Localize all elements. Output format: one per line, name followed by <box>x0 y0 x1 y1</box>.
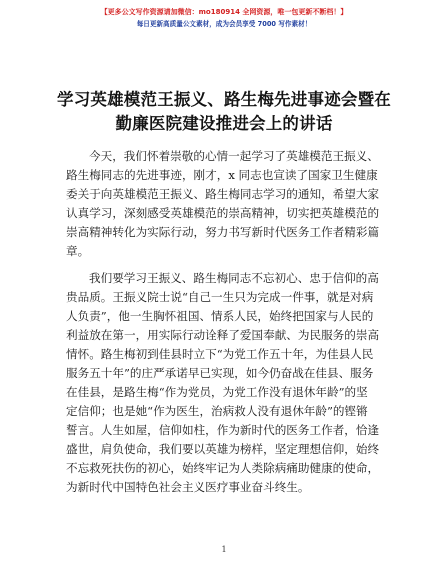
paragraph-line: 在佳县，是路生梅“作为党员，为党工作没有退休年龄”的坚 <box>66 385 368 399</box>
paragraph-line: 不忘救死扶伤的初心，始终牢记为人类除病痛助健康的使命， <box>66 461 380 475</box>
paragraph-line: 章。 <box>66 244 90 258</box>
paragraph-line: 贵品质。王振义院士说“自己一生只为完成一件事，就是对病 <box>66 290 374 304</box>
paragraph-line: 定信仰；也是她“作为医生，治病救人没有退休年龄”的铿锵 <box>66 404 368 418</box>
paragraph-line: 认真学习，深刻感受英雄模范的崇高精神，切实把英雄模范的 <box>66 206 380 220</box>
paragraph-line: 崇高精神转化为实际行动，努力书写新时代医务工作者精彩篇 <box>66 225 380 239</box>
paragraph-line: 路生梅同志的先进事迹，刚才，x 同志也宣读了国家卫生健康 <box>66 168 378 182</box>
paragraph-line: 服务五十年”的庄严承诺早已实现，如今仍奋战在佳县、服务 <box>66 366 374 380</box>
paragraph-line: 人负责”，他一生胸怀祖国、情系人民，始终把国家与人民的 <box>66 309 374 323</box>
paragraph-line: 利益放在第一，用实际行动诠释了爱国奉献、为民服务的崇高 <box>66 328 380 342</box>
paragraph-line: 为新时代中国特色社会主义医疗事业奋斗终生。 <box>66 480 310 494</box>
paragraph-line: 情怀。路生梅初到佳县时立下“为党工作五十年，为佳县人民 <box>66 347 374 361</box>
paragraph-line: 委关于向英雄模范王振义、路生梅同志学习的通知，希望大家 <box>66 187 380 201</box>
document-title-line-2: 勤廉医院建设推进会上的讲话 <box>115 114 333 133</box>
ad-line-contact: 【更多公文写作资源请加微信：mo180914 全网资源，唯一包更新不断档！】 <box>100 8 348 16</box>
paragraph-line: 今天，我们怀着崇敬的心情一起学习了英雄模范王振义、 <box>89 149 379 163</box>
document-title-line-1: 学习英雄模范王振义、路生梅先进事迹会暨在 <box>57 90 391 109</box>
paragraph-line: 盛世，肩负使命，我们要以英雄为榜样，坚定理想信仰，始终 <box>66 442 380 456</box>
header-ad-banner <box>100 6 348 42</box>
paragraph-line: 我们要学习王振义、路生梅同志不忘初心、忠于信仰的高 <box>89 271 379 285</box>
ad-line-membership: 每日更新高质量公文素材，成为会员享受 7000 写作素材！ <box>136 20 312 28</box>
page-number: 1 <box>221 545 227 554</box>
paragraph-line: 誓言。人生如屋，信仰如柱，作为新时代的医务工作者，恰逢 <box>66 423 380 437</box>
